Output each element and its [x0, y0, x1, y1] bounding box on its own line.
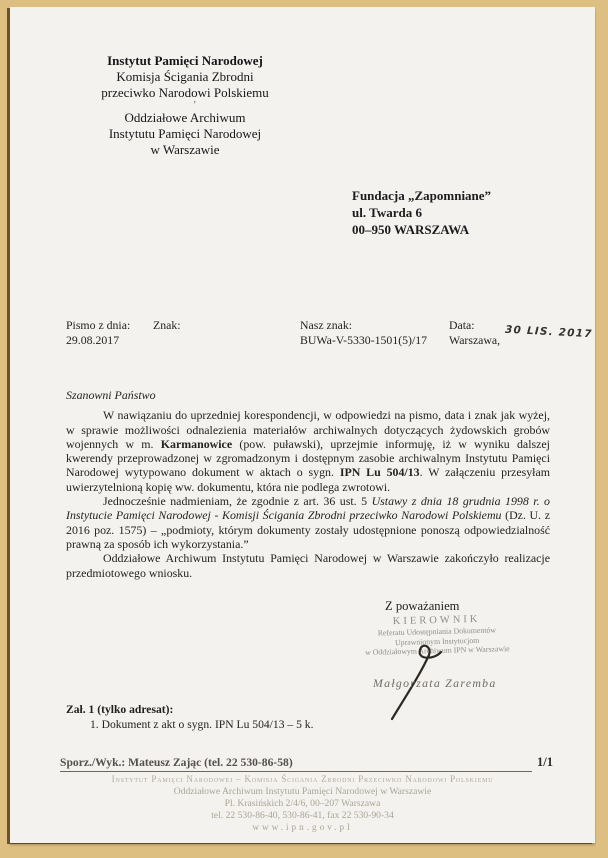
label-date: Data:	[449, 318, 475, 332]
p2-text: Jednocześnie nadmieniam, że zgodnie z art. 36 ust. 5	[103, 494, 372, 509]
letterhead-org-line3: przeciwko Narodowi Polskiemu	[101, 85, 269, 100]
stamp-line4: w Oddziałowym Archiwum IPN w Warszawie	[365, 644, 510, 657]
stamp-title: KIEROWNIK	[392, 613, 481, 628]
stamp-line3: Uprawnionym Instytucjom	[394, 635, 480, 647]
stamp-line2: Referatu Udostępniania Dokumentów	[377, 625, 497, 638]
letter-page	[10, 7, 595, 843]
p2-text: (Dz. U. z 2016 poz. 1575) – „podmioty, którym dokumenty zostały udostępnione ponoszą odpowiedzialność prawną za sposób ich wykorzystania.”	[66, 508, 550, 551]
attachments-heading: Zał. 1 (tylko adresat):	[66, 703, 174, 716]
value-letter-date: 29.08.2017	[66, 333, 120, 347]
letterhead-branch-line3: w Warszawie	[150, 142, 220, 157]
letterhead-org-line2: Komisja Ścigania Zbrodni	[116, 69, 254, 84]
recipient-name: Fundacja „Zapomniane”	[352, 188, 492, 203]
p1-bold-place-name: Karmanowice	[160, 436, 233, 451]
recipient-city: 00–950 WARSZAWA	[352, 222, 470, 237]
paragraph-1	[66, 408, 550, 494]
value-our-ref: BUWa-V-5330-1501(5)/17	[300, 333, 428, 347]
recipient-street: ul. Twarda 6	[352, 205, 422, 220]
footer-org-line: Instytut Pamięci Narodowej – Komisja Ścigania Zbrodni Przeciwko Narodowi Polskiemu	[111, 774, 494, 784]
letterhead-branch-line2: Instytutu Pamięci Narodowej	[108, 126, 262, 141]
p1-text: . W załączeniu przesyłam uwierzytelnioną kopię ww. dokumentu, która nie podlega zwrotowi.	[66, 465, 550, 494]
value-place: Warszawa,	[449, 333, 501, 347]
p1-text: W nawiązaniu do uprzedniej korespondencji, w odpowiedzi na pismo, data i znak jak wyżej, w sprawie możliwości odnalezienia materiałów archiwalnych dotyczących żydowskich grobów wojennych w m.	[66, 408, 550, 451]
label-letter-date: Pismo z dnia:	[66, 318, 131, 332]
footer-branch-line: Oddziałowe Archiwum Instytutu Pamięci Narodowej w Warszawie	[173, 786, 432, 797]
recipient-address	[352, 187, 491, 238]
prepared-by-line: Sporz./Wyk.: Mateusz Zając (tel. 22 530-86-58)	[60, 756, 532, 772]
paragraph-2	[66, 494, 550, 551]
letterhead-org-name: Instytut Pamięci Narodowej	[107, 53, 263, 68]
attachment-item-1: 1. Dokument z akt o sygn. IPN Lu 504/13 – 5 k.	[90, 718, 314, 731]
signer-name: Małgorzata Zaremba	[373, 676, 497, 690]
letterhead-branch-line1: Oddziałowe Archiwum	[124, 110, 246, 125]
p1-text: (pow. puławski), uprzejmie informuję, iż w wyniku dalszej kwerendy przeprowadzonej w zgromadzonym i dostępnym zasobie archiwalnym Instytutu Pamięci Narodowej wytypowano dokument w aktach o sygn.	[66, 436, 550, 480]
footer-phone-line: tel. 22 530-86-40, 530-86-41, fax 22 530-90-34	[211, 810, 394, 821]
paragraph-3: Oddziałowe Archiwum Instytutu Pamięci Narodowej w Warszawie zakończyło realizacje przedmiotowego wniosku.	[66, 551, 550, 580]
page-number: 1/1	[537, 755, 553, 769]
p1-bold-signature-ref: IPN Lu 504/13	[339, 465, 420, 480]
label-our-ref: Nasz znak:	[300, 318, 353, 332]
footer-website: www.ipn.gov.pl	[252, 822, 353, 832]
valediction: Z poważaniem	[385, 599, 460, 613]
footer-address-line: Pl. Krasińskich 2/4/6, 00–207 Warszawa	[224, 798, 381, 809]
label-their-ref: Znak:	[153, 318, 181, 332]
date-stamp: 30 LIS. 2017	[504, 323, 593, 341]
letterhead-gap	[50, 101, 320, 110]
p2-italic-act-title: Ustawy z dnia 18 grudnia 1998 r. o Instytucie Pamięci Narodowej - Komisji Ścigania Zbrodni przeciwko Narodowi Polskiemu	[66, 494, 550, 523]
salutation: Szanowni Państwo	[66, 388, 156, 402]
scan-speck-mark: ’	[193, 100, 197, 111]
letterhead	[50, 53, 320, 158]
letter-body	[66, 388, 550, 580]
